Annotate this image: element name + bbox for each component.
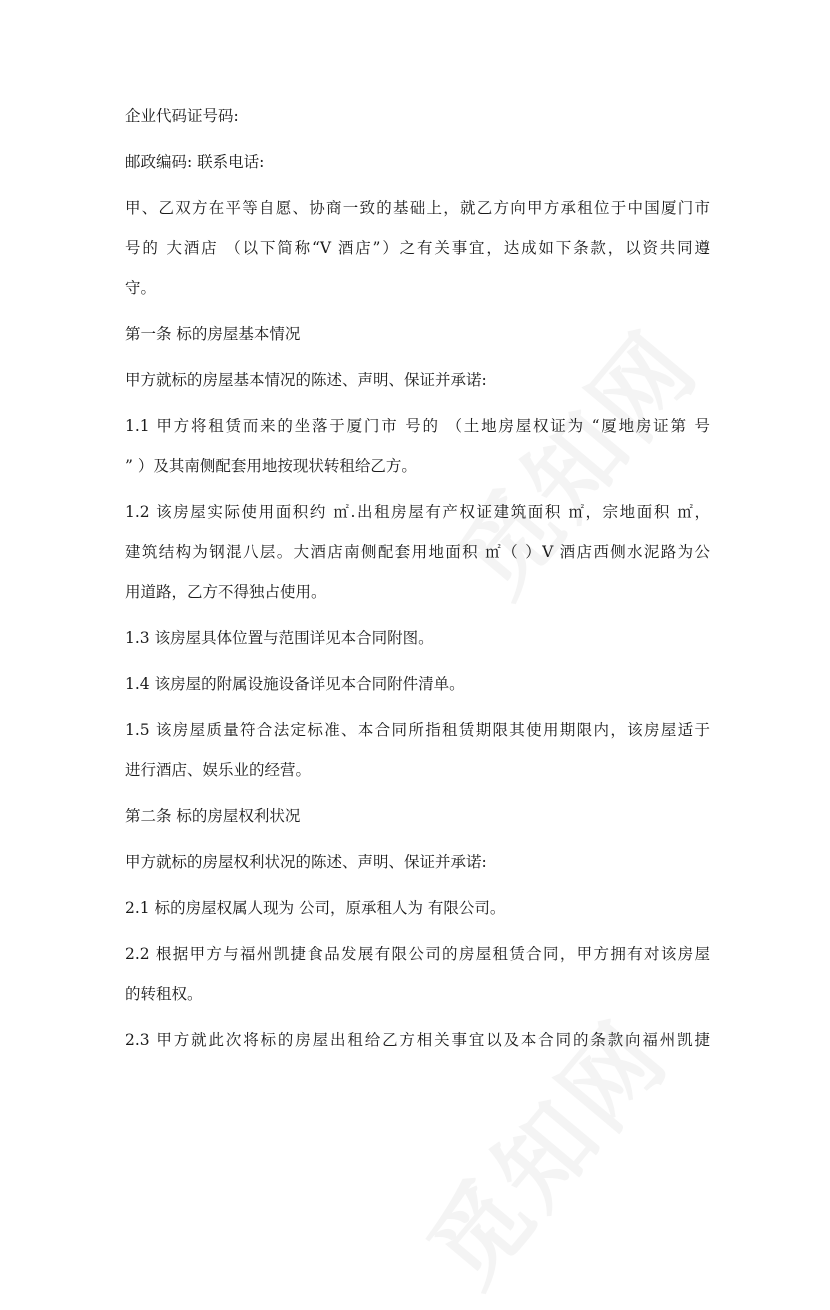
clause-1-2-line-2: 建筑结构为钢混八层。大酒店南侧配套用地面积 ㎡（ ）V 酒店西侧水泥路为公: [125, 543, 710, 561]
text-line-enterprise-code: 企业代码证号码:: [125, 107, 239, 125]
clause-1-2-line-3: 用道路，乙方不得独占使用。: [125, 583, 327, 601]
clause-2-2-line-1: 2.2 根据甲方与福州凯捷食品发展有限公司的房屋租赁合同，甲方拥有对该房屋: [125, 945, 710, 963]
clause-2-3-line-1: 2.3 甲方就此次将标的房屋出租给乙方相关事宜以及本合同的条款向福州凯捷: [125, 1031, 710, 1049]
clause-1-5-line-1: 1.5 该房屋质量符合法定标准、本合同所指租赁期限其使用期限内，该房屋适于: [125, 721, 710, 739]
paragraph-intro-line-2: 号的 大酒店 （以下简称“V 酒店”）之有关事宜，达成如下条款，以资共同遵: [125, 239, 710, 257]
paragraph-intro-line-1: 甲、乙双方在平等自愿、协商一致的基础上，就乙方向甲方承租位于中国厦门市: [125, 199, 710, 217]
article-2-heading: 第二条 标的房屋权利状况: [125, 807, 301, 825]
clause-1-2-line-1: 1.2 该房屋实际使用面积约 ㎡.出租房屋有产权证建筑面积 ㎡，宗地面积 ㎡，: [125, 503, 710, 521]
clause-1-1-line-2: ” ）及其南侧配套用地按现状转租给乙方。: [125, 457, 417, 475]
clause-2-1: 2.1 标的房屋权属人现为 公司，原承租人为 有限公司。: [125, 899, 506, 917]
paragraph-intro-line-3: 守。: [125, 279, 157, 297]
article-1-heading: 第一条 标的房屋基本情况: [125, 325, 301, 343]
text-line-postal-phone: 邮政编码: 联系电话:: [125, 153, 265, 171]
clause-1-4: 1.4 该房屋的附属设施设备详见本合同附件清单。: [125, 675, 465, 693]
clause-1-1-line-1: 1.1 甲方将租赁而来的坐落于厦门市 号的 （土地房屋权证为 “厦地房证第 号: [125, 417, 710, 435]
article-1-intro: 甲方就标的房屋基本情况的陈述、声明、保证并承诺:: [125, 371, 487, 389]
article-2-intro: 甲方就标的房屋权利状况的陈述、声明、保证并承诺:: [125, 853, 487, 871]
clause-1-5-line-2: 进行酒店、娱乐业的经营。: [125, 761, 312, 779]
clause-2-2-line-2: 的转租权。: [125, 985, 203, 1003]
clause-1-3: 1.3 该房屋具体位置与范围详见本合同附图。: [125, 629, 434, 647]
document-body: [125, 106, 710, 1050]
